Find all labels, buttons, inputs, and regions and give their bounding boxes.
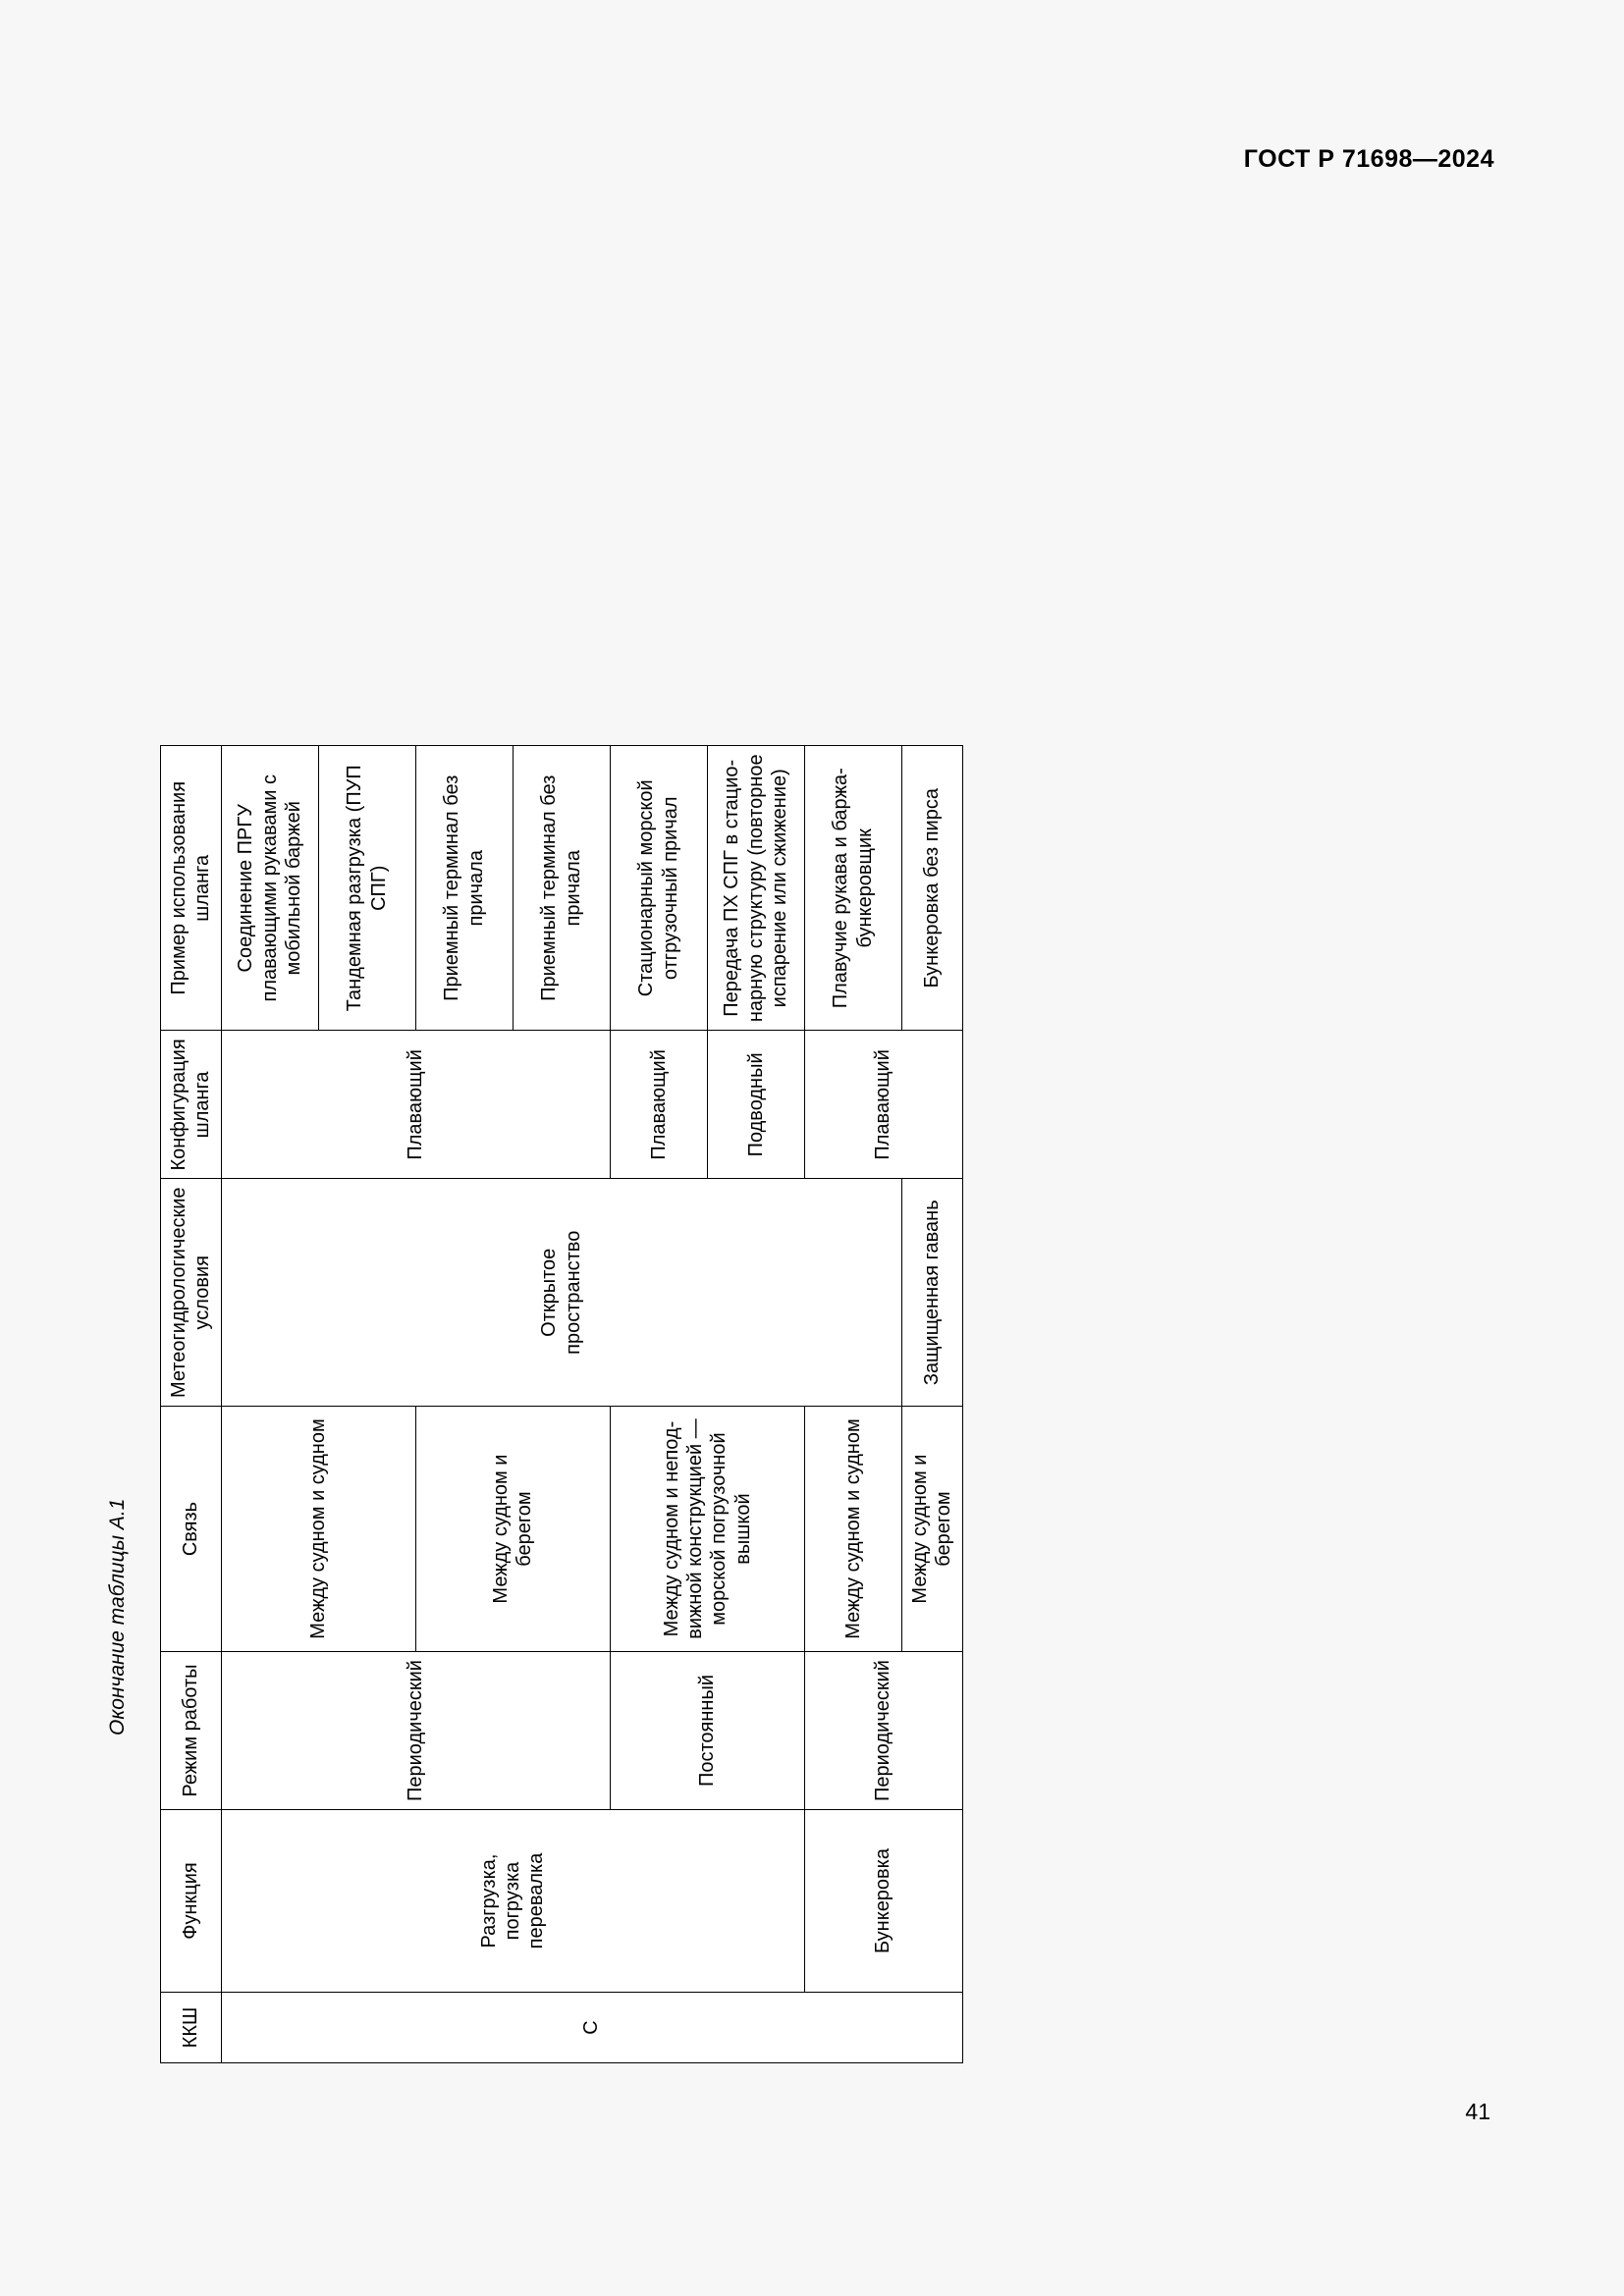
cell-mode: Постоянный (610, 1652, 804, 1810)
table-row (221, 746, 318, 2063)
cell-example: Соединение ПРГУ плавающими рукавами с мобильной баржей (221, 746, 318, 1031)
cell-example: Плавучие рукава и баржа-бункеровщик (804, 746, 901, 1031)
column-header-function: Функция (161, 1810, 222, 1993)
column-header-config: Конфигурация шланга (161, 1031, 222, 1179)
cell-link: Между судном и судном (221, 1407, 415, 1652)
cell-meteo: Открытое пространство (221, 1179, 901, 1407)
column-header-mode: Режим работы (161, 1652, 222, 1810)
column-header-meteo: Метеогидрологические условия (161, 1179, 222, 1407)
cell-link: Между судном и судном (804, 1407, 901, 1652)
cell-config: Подводный (707, 1031, 804, 1179)
cell-mode: Периодический (804, 1652, 962, 1810)
column-header-kksh: ККШ (161, 1993, 222, 2063)
cell-link: Между судном и непод-вижной конструкцией — морской погрузочной вышкой (610, 1407, 804, 1652)
cell-config: Плавающий (804, 1031, 962, 1179)
cell-function: Разгрузка, погрузка перевалка (221, 1810, 804, 1993)
cell-example: Бункеровка без пирса (901, 746, 962, 1031)
table-header-row (161, 746, 222, 2063)
column-header-link: Связь (161, 1407, 222, 1652)
cell-kksh-group: С (221, 1993, 962, 2063)
cell-link: Между судном и берегом (415, 1407, 610, 1652)
cell-meteo: Защищенная гавань (901, 1179, 962, 1407)
cell-example: Стационарный морской отгрузочный причал (610, 746, 707, 1031)
table-caption: Окончание таблицы А.1 (106, 1498, 129, 1735)
cell-example: Передача ПХ СПГ в стацио-нарную структуру (повторное испарение или сжижение) (707, 746, 804, 1031)
table-a1-continuation (160, 745, 963, 2063)
cell-function: Бункеровка (804, 1810, 962, 1993)
page-header-standard: ГОСТ Р 71698—2024 (1243, 145, 1494, 173)
cell-mode: Периодический (221, 1652, 610, 1810)
cell-config: Плавающий (610, 1031, 707, 1179)
column-header-example: Пример использования шланга (161, 746, 222, 1031)
cell-example: Тандемная разгрузка (ПУП СПГ) (318, 746, 415, 1031)
data-table (160, 745, 963, 2063)
cell-example: Приемный терминал без причала (513, 746, 610, 1031)
page-number: 41 (1465, 2099, 1490, 2124)
cell-link: Между судном и берегом (901, 1407, 962, 1652)
cell-config: Плавающий (221, 1031, 610, 1179)
cell-example: Приемный терминал без причала (415, 746, 513, 1031)
